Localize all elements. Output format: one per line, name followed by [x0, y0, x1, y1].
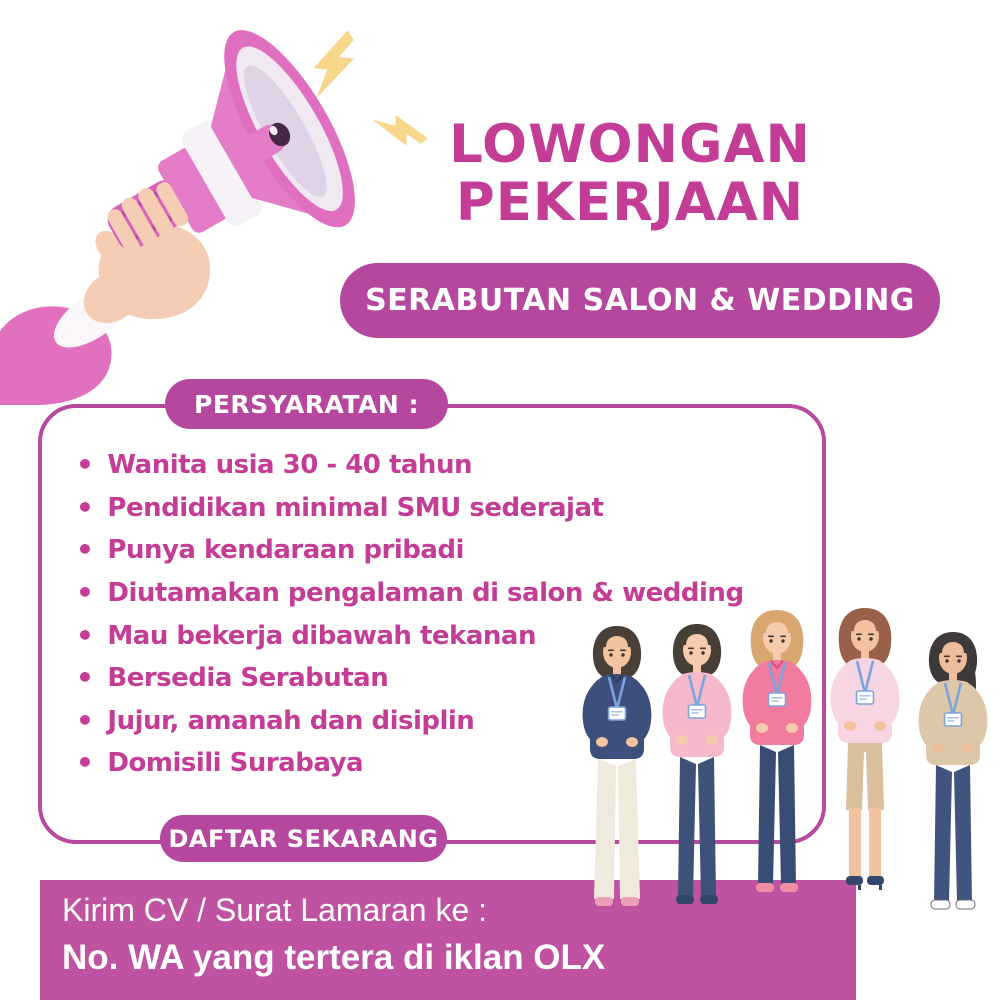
lightning-bolt-icon [372, 115, 428, 146]
woman-figure [743, 610, 812, 892]
requirement-text: Pendidikan minimal SMU sederajat [107, 492, 604, 523]
bullet-icon: • [76, 576, 94, 610]
bullet-icon: • [76, 490, 94, 524]
woman-figure [831, 608, 900, 890]
requirement-text: Jujur, amanah dan disiplin [107, 705, 475, 736]
bullet-icon: • [76, 746, 94, 780]
position-badge: SERABUTAN SALON & WEDDING [340, 263, 940, 338]
bullet-icon: • [76, 448, 94, 482]
bullet-icon: • [76, 533, 94, 567]
requirement-text: Diutamakan pengalaman di salon & wedding [107, 578, 744, 609]
id-badge [769, 693, 786, 706]
cta-pill: DAFTAR SEKARANG [160, 815, 447, 862]
lightning-bolt-icon [311, 27, 357, 102]
footer-line1: Kirim CV / Surat Lamaran ke : [62, 892, 488, 928]
title-line2: PEKERJAAN [455, 172, 805, 233]
bullet-icon: • [76, 703, 94, 737]
women-illustration [570, 600, 1000, 930]
requirement-item [76, 529, 816, 572]
bullet-icon: • [76, 618, 94, 652]
footer-line2: No. WA yang tertera di iklan OLX [62, 938, 606, 977]
woman-figure [583, 626, 652, 906]
requirement-text: Domisili Surabaya [107, 748, 364, 779]
megaphone-illustration [0, 5, 445, 405]
requirement-text: Punya kendaraan pribadi [107, 535, 464, 566]
id-badge [857, 691, 874, 704]
title-line1: LOWONGAN [449, 114, 811, 175]
id-badge [945, 713, 962, 726]
requirement-text: Mau bekerja dibawah tekanan [107, 620, 536, 651]
requirement-text: Wanita usia 30 - 40 tahun [107, 450, 472, 481]
woman-figure [919, 632, 988, 909]
hand-illustration [0, 222, 210, 405]
woman-figure [663, 624, 732, 904]
page-title [380, 116, 880, 232]
requirement-item [76, 487, 816, 530]
bullet-icon: • [76, 661, 94, 695]
requirement-item [76, 444, 816, 487]
requirement-text: Bersedia Serabutan [107, 663, 389, 694]
id-badge [689, 705, 706, 718]
id-badge [609, 707, 626, 720]
requirements-label: PERSYARATAN : [165, 379, 448, 429]
